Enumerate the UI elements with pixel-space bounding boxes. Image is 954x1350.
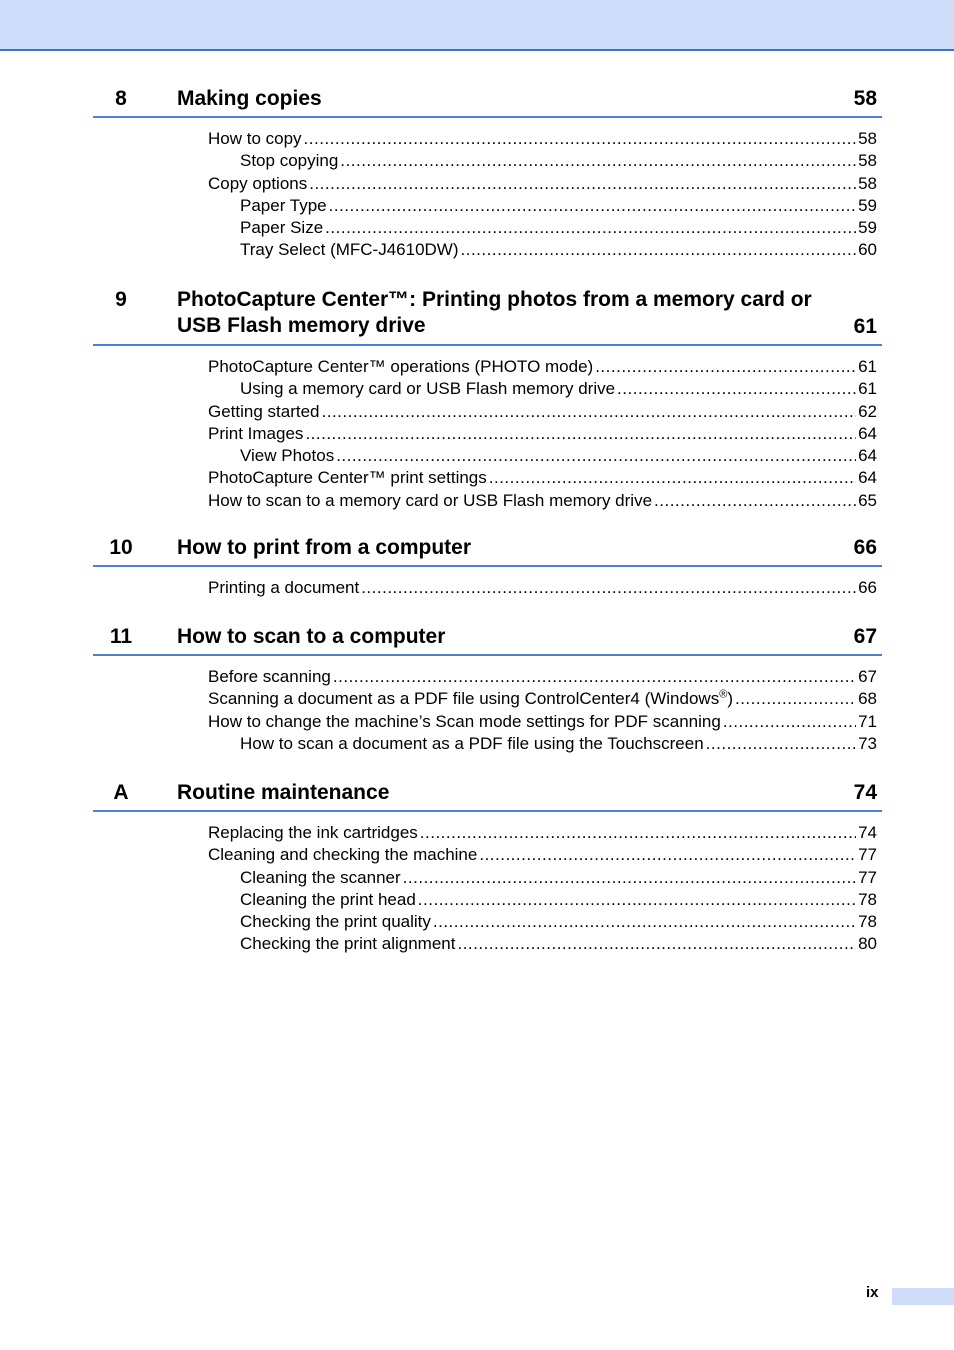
- chapter-8: [93, 86, 882, 262]
- chapter-heading: [93, 624, 882, 656]
- chapter-heading: [93, 287, 882, 346]
- chapter-page: 61: [853, 315, 877, 338]
- toc-entry[interactable]: Scanning a document as a PDF file using ControlCenter4 (Windows®) ..... 68: [93, 688, 882, 710]
- chapter-title: [177, 287, 842, 339]
- toc-entries: [93, 356, 882, 512]
- toc-entry[interactable]: View Photos ..... 64: [93, 445, 882, 467]
- chapter-a: [93, 780, 882, 956]
- chapter-page: 66: [853, 536, 877, 559]
- toc-entry[interactable]: Print Images ..... 64: [93, 423, 882, 445]
- chapter-10: [93, 535, 882, 599]
- chapter-number: 11: [109, 625, 133, 648]
- toc-entry[interactable]: Copy options ..... 58: [93, 173, 882, 195]
- chapter-title: Routine maintenance: [177, 781, 390, 804]
- toc-entries: [93, 577, 882, 599]
- toc-entry[interactable]: How to scan to a memory card or USB Flash memory drive ..... 65: [93, 490, 882, 512]
- chapter-heading: [93, 780, 882, 812]
- toc-entries: [93, 128, 882, 262]
- toc-entry[interactable]: Using a memory card or USB Flash memory drive ..... 61: [93, 378, 882, 400]
- toc-entry[interactable]: How to change the machine’s Scan mode settings for PDF scanning ..... 71: [93, 711, 882, 733]
- chapter-page: 67: [853, 625, 877, 648]
- chapter-title: Making copies: [177, 87, 322, 110]
- toc-entry[interactable]: Cleaning the print head ..... 78: [93, 889, 882, 911]
- toc-entries: [93, 822, 882, 956]
- toc-entry[interactable]: PhotoCapture Center™ print settings ..... 64: [93, 467, 882, 489]
- chapter-number: 10: [109, 536, 133, 559]
- toc-entry[interactable]: Before scanning ..... 67: [93, 666, 882, 688]
- chapter-9: [93, 287, 882, 512]
- toc-entry[interactable]: Cleaning and checking the machine ..... 77: [93, 844, 882, 866]
- toc-entry[interactable]: Checking the print quality ..... 78: [93, 911, 882, 933]
- toc-entry[interactable]: Replacing the ink cartridges ..... 74: [93, 822, 882, 844]
- chapter-page: 58: [853, 87, 877, 110]
- chapter-title-line: PhotoCapture Center™: Printing photos from a memory card or: [177, 288, 812, 311]
- toc-entry[interactable]: Paper Type ..... 59: [93, 195, 882, 217]
- toc-entry[interactable]: Stop copying ..... 58: [93, 150, 882, 172]
- chapter-number: A: [113, 781, 129, 804]
- chapter-page: 74: [853, 781, 877, 804]
- toc-entry[interactable]: How to scan a document as a PDF file using the Touchscreen ..... 73: [93, 733, 882, 755]
- toc-entry[interactable]: PhotoCapture Center™ operations (PHOTO mode) ..... 61: [93, 356, 882, 378]
- header-band: [0, 0, 954, 51]
- chapter-number: 9: [115, 288, 127, 311]
- chapter-title-line: USB Flash memory drive: [177, 314, 426, 337]
- chapter-number: 8: [115, 87, 127, 110]
- chapter-title: How to print from a computer: [177, 536, 471, 559]
- page-number: ix: [866, 1284, 879, 1301]
- toc-entry[interactable]: Tray Select (MFC-J4610DW) ..... 60: [93, 239, 882, 261]
- toc-entry[interactable]: Getting started ..... 62: [93, 401, 882, 423]
- toc-entries: [93, 666, 882, 755]
- footer-tab: [892, 1288, 954, 1305]
- registered-mark: ®: [719, 688, 728, 701]
- toc-entry[interactable]: How to copy ..... 58: [93, 128, 882, 150]
- chapter-heading: [93, 535, 882, 567]
- chapter-11: [93, 624, 882, 755]
- toc-entry[interactable]: Cleaning the scanner ..... 77: [93, 867, 882, 889]
- chapter-heading: [93, 86, 882, 118]
- toc-entry[interactable]: Printing a document ..... 66: [93, 577, 882, 599]
- toc-entry[interactable]: Paper Size ..... 59: [93, 217, 882, 239]
- toc-entry[interactable]: Checking the print alignment ..... 80: [93, 933, 882, 955]
- chapter-title: How to scan to a computer: [177, 625, 446, 648]
